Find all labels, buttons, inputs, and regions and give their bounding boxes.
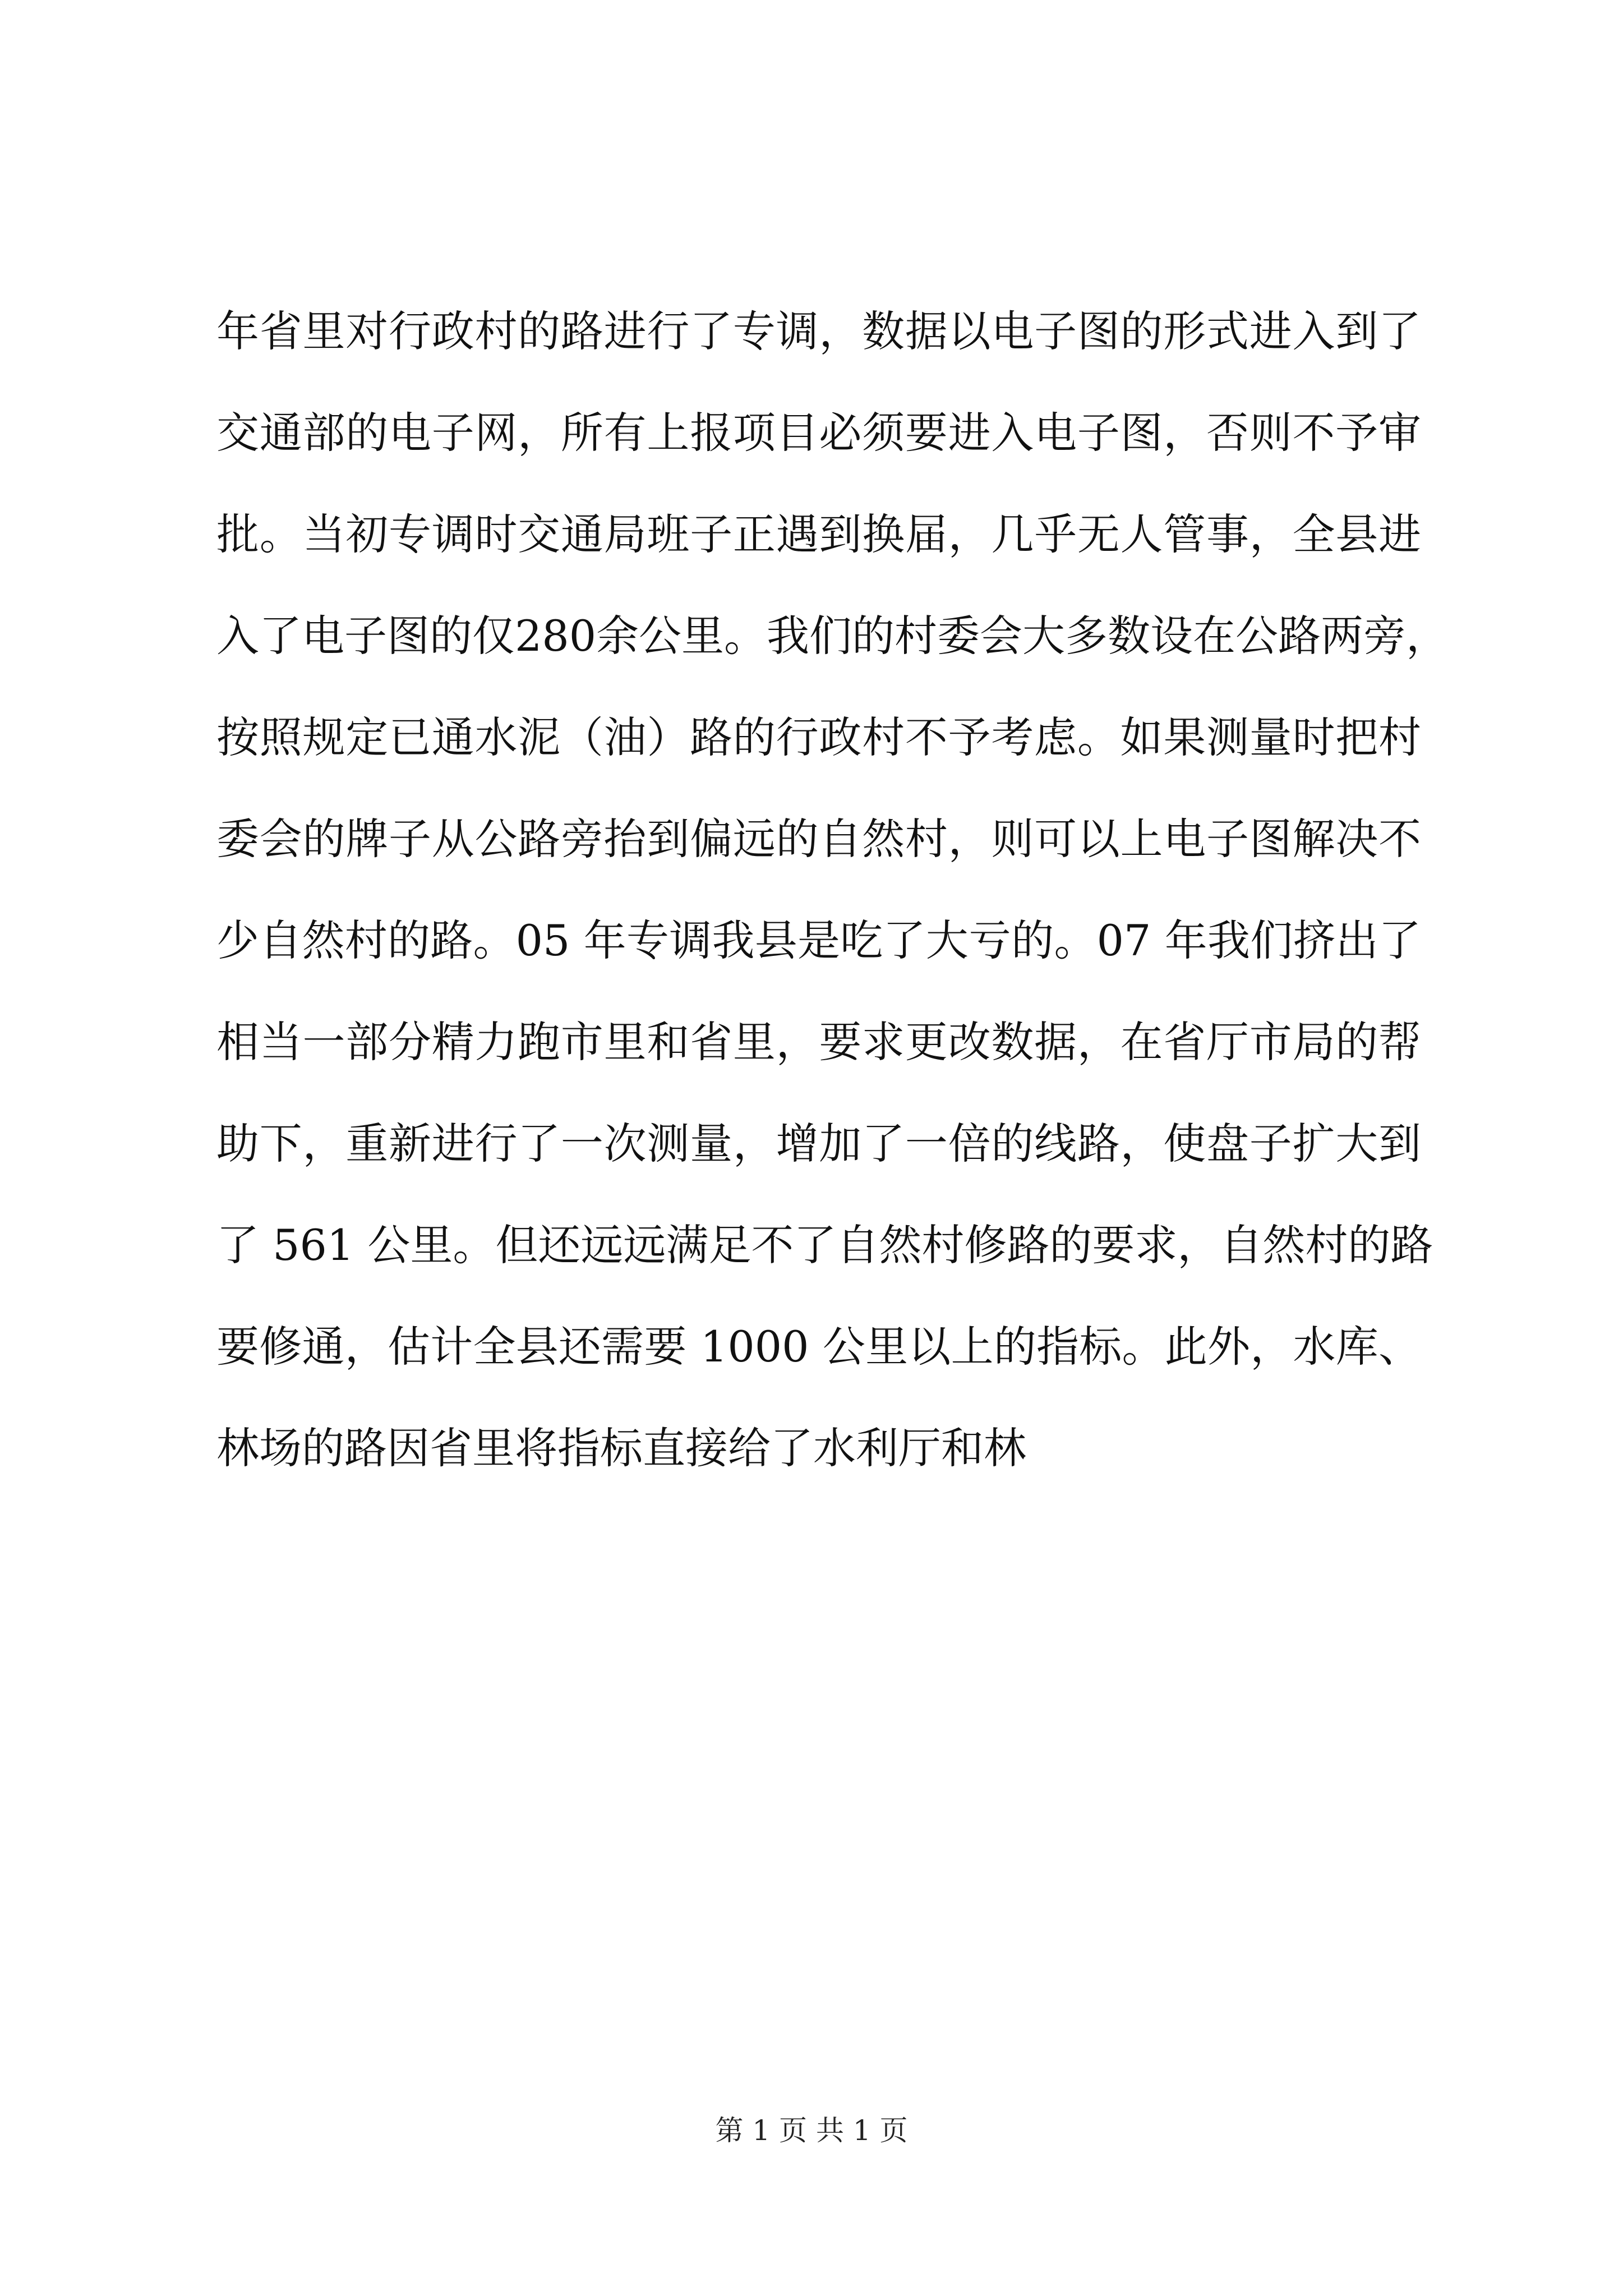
text-line-last: 林场的路因省里将指标直接给了水利厅和林 <box>216 1423 1026 1473</box>
text-line: 交通部的电子网，所有上报项目必须要进入电子图，否则不予审 <box>216 408 1421 458</box>
text-line: 要修通，估计全县还需要 1000 公里以上的指标。此外，水库、 <box>216 1322 1421 1372</box>
text-line: 年省里对行政村的路进行了专调，数据以电子图的形式进入到了 <box>216 306 1421 356</box>
text-line: 批。当初专调时交通局班子正遇到换届，几乎无人管事，全县进 <box>216 509 1421 559</box>
text-line: 少自然村的路。05 年专调我县是吃了大亏的。07 年我们挤出了 <box>216 915 1421 965</box>
text-line: 委会的牌子从公路旁抬到偏远的自然村，则可以上电子图解决不 <box>216 814 1421 864</box>
text-line: 了 561 公里。但还远远满足不了自然村修路的要求，自然村的路 <box>216 1220 1433 1270</box>
text-line: 入了电子图的仅280余公里。我们的村委会大多数设在公路两旁， <box>216 611 1449 661</box>
text-line: 相当一部分精力跑市里和省里，要求更改数据，在省厅市局的帮 <box>216 1017 1421 1067</box>
body-paragraph <box>216 280 1449 1499</box>
text-line: 助下，重新进行了一次测量，增加了一倍的线路，使盘子扩大到 <box>216 1119 1421 1168</box>
text-line: 按照规定已通水泥（油）路的行政村不予考虑。如果测量时把村 <box>216 712 1421 762</box>
page-footer: 第 1 页 共 1 页 <box>715 2114 908 2147</box>
